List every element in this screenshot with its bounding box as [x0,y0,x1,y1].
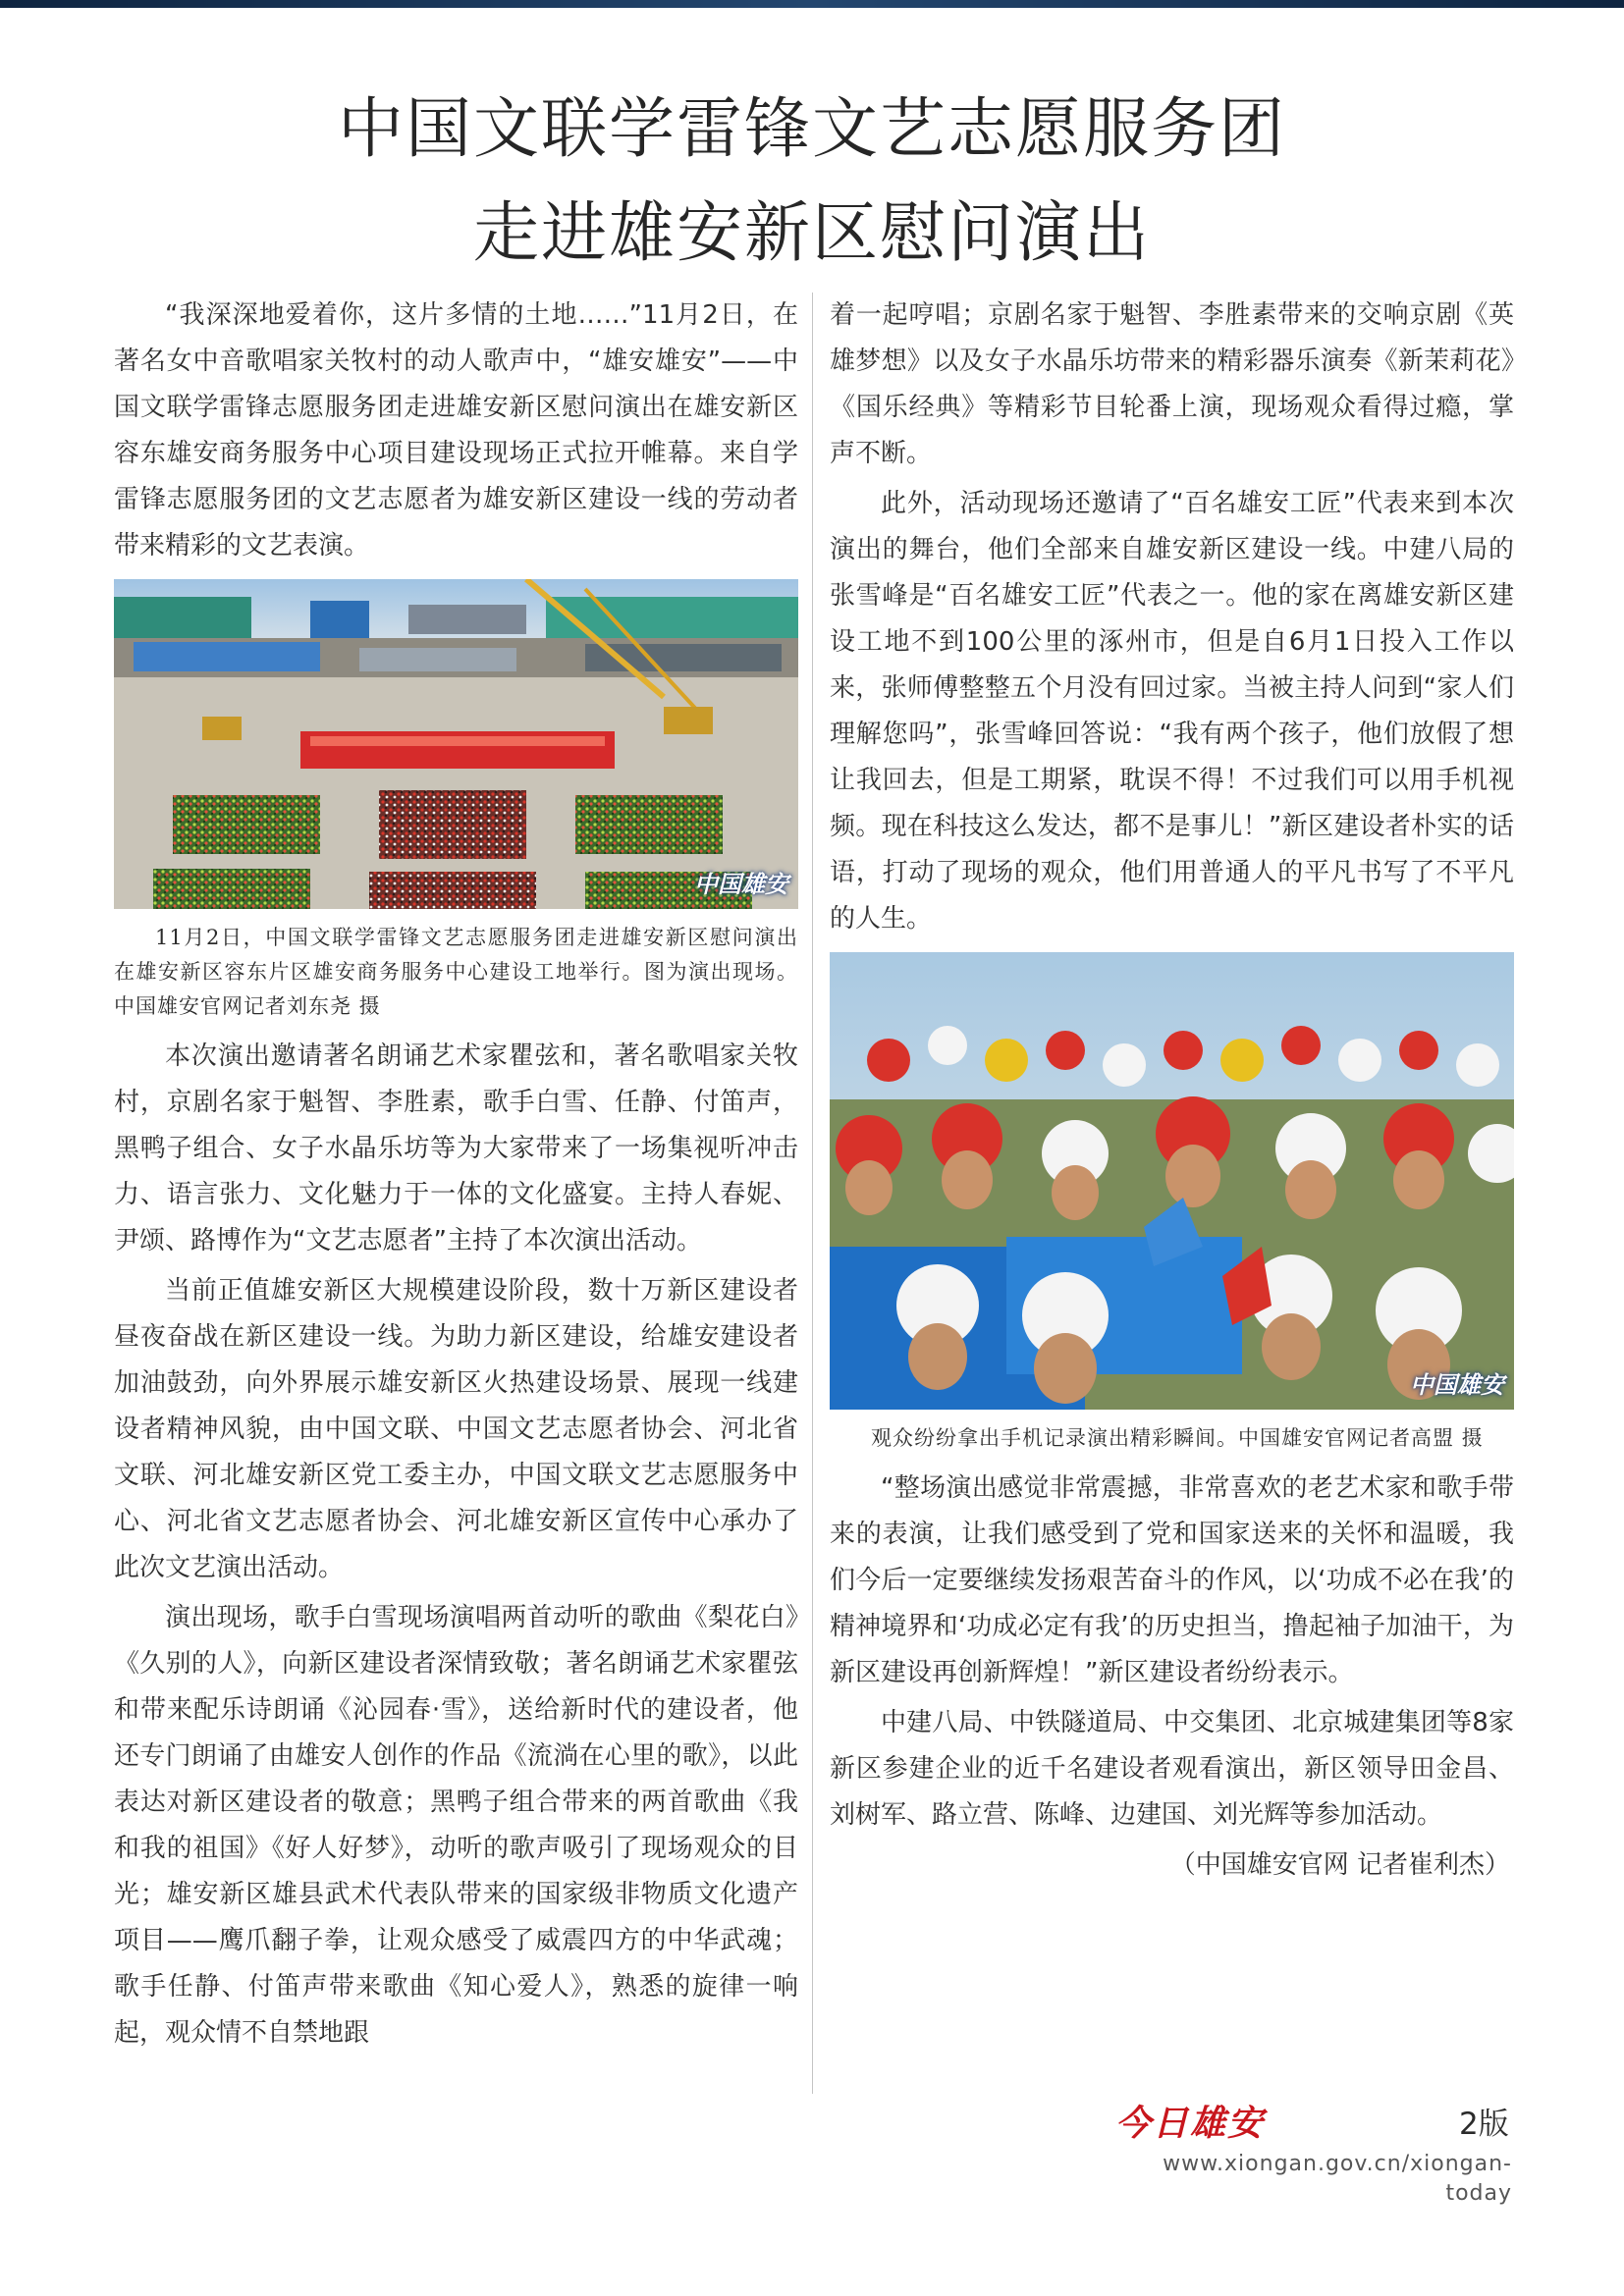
column-divider [812,293,813,2094]
audience-photo [830,952,1514,1410]
paragraph: 本次演出邀请著名朗诵艺术家瞿弦和，著名歌唱家关牧村，京剧名家于魁智、李胜素，歌手白雪、任静、付笛声，黑鸭子组合、女子水晶乐坊等为大家带来了一场集视听冲击力、语言张力、文化魅力于一体的文化盛宴。主持人春妮、尹颂、路博作为“文艺志愿者”主持了本次演出活动。 [114,1041,798,1255]
right-column [830,293,1514,1893]
paragraph: 中建八局、中铁隧道局、中交集团、北京城建集团等8家新区参建企业的近千名建设者观看演出，新区领导田金昌、刘树军、路立营、陈峰、边建国、刘光辉等参加活动。 [830,1708,1514,1830]
paragraph: 当前正值雄安新区大规模建设阶段，数十万新区建设者昼夜奋战在新区建设一线。为助力新区建设，给雄安建设者加油鼓劲，向外界展示雄安新区火热建设场景、展现一线建设者精神风貌，由中国文联、中国文艺志愿者协会、河北省文联、河北雄安新区党工委主办，中国文联文艺志愿服务中心、河北省文艺志愿者协会、河北雄安新区宣传中心承办了此次文艺演出活动。 [114,1276,798,1582]
publication-brand: 今日雄安 [1115,2103,1266,2144]
paragraph: “整场演出感觉非常震撼，非常喜欢的老艺术家和歌手带来的表演，让我们感受到了党和国家送来的关怀和温暖，我们今后一定要继续发扬艰苦奋斗的作风，以‘功成不必在我’的精神境界和‘功成必定有我’的历史担当，撸起袖子加油干，为新区建设再创新辉煌！”新区建设者纷纷表示。 [830,1473,1514,1687]
top-banner-bar [0,0,1624,8]
paragraph: 着一起哼唱；京剧名家于魁智、李胜素带来的交响京剧《英雄梦想》以及女子水晶乐坊带来的精彩器乐演奏《新茉莉花》《国乐经典》等精彩节目轮番上演，现场观众看得过瘾，掌声不断。 [830,300,1514,468]
paragraph: 演出现场，歌手白雪现场演唱两首动听的歌曲《梨花白》《久别的人》，向新区建设者深情致敬；著名朗诵艺术家瞿弦和带来配乐诗朗诵《沁园春·雪》，送给新时代的建设者，他还专门朗诵了由雄安人创作的作品《流淌在心里的歌》，以此表达对新区建设者的敬意；黑鸭子组合带来的两首歌曲《我和我的祖国》《好人好梦》，动听的歌声吸引了现场观众的目光；雄安新区雄县武术代表队带来的国家级非物质文化遗产项目——鹰爪翻子拳，让观众感受了威震四方的中华武魂；歌手任静、付笛声带来歌曲《知心爱人》，熟悉的旋律一响起，观众情不自禁地跟 [114,1603,798,2048]
watermark-logo: 中国雄安 [1410,1370,1504,1399]
page-number: 2版 [1459,2107,1509,2142]
title-line-2: 走进雄安新区慰问演出 [473,194,1151,271]
watermark-logo: 中国雄安 [694,870,788,898]
website-url[interactable]: www.xiongan.gov.cn/xiongan-today [1163,2152,1512,2206]
stage-aerial-illustration [114,579,798,909]
paragraph: “我深深地爱着你，这片多情的土地……”11月2日，在著名女中音歌唱家关牧村的动人歌声中，“雄安雄安”——中国文联学雷锋志愿服务团走进雄安新区慰问演出在雄安新区容东雄安商务服务中心项目建设现场正式拉开帷幕。来自学雷锋志愿服务团的文艺志愿者为雄安新区建设一线的劳动者带来精彩的文艺表演。 [114,300,798,561]
stage-aerial-photo [114,579,798,909]
audience-illustration [830,952,1514,1410]
photo-caption: 观众纷纷拿出手机记录演出精彩瞬间。中国雄安官网记者高盟 摄 [871,1426,1484,1450]
photo-caption: 11月2日，中国文联学雷锋文艺志愿服务团走进雄安新区慰问演出在雄安新区容东片区雄安商务服务中心建设工地举行。图为演出现场。中国雄安官网记者刘东尧 摄 [114,926,798,1018]
left-column [114,293,798,2060]
reporter-credit: （中国雄安官网 记者崔利杰） [1169,1850,1510,1880]
title-line-1: 中国文联学雷锋文艺志愿服务团 [338,90,1286,167]
article-title [0,77,1624,285]
paragraph: 此外，活动现场还邀请了“百名雄安工匠”代表来到本次演出的舞台，他们全部来自雄安新区建设一线。中建八局的张雪峰是“百名雄安工匠”代表之一。他的家在离雄安新区建设工地不到100公里的涿州市，但是自6月1日投入工作以来，张师傅整整五个月没有回过家。当被主持人问到“家人们理解您吗”，张雪峰回答说：“我有两个孩子，他们放假了想让我回去，但是工期紧，耽误不得！不过我们可以用手机视频。现在科技这么发达，都不是事儿！”新区建设者朴实的话语，打动了现场的观众，他们用普通人的平凡书写了不平凡的人生。 [830,489,1514,934]
